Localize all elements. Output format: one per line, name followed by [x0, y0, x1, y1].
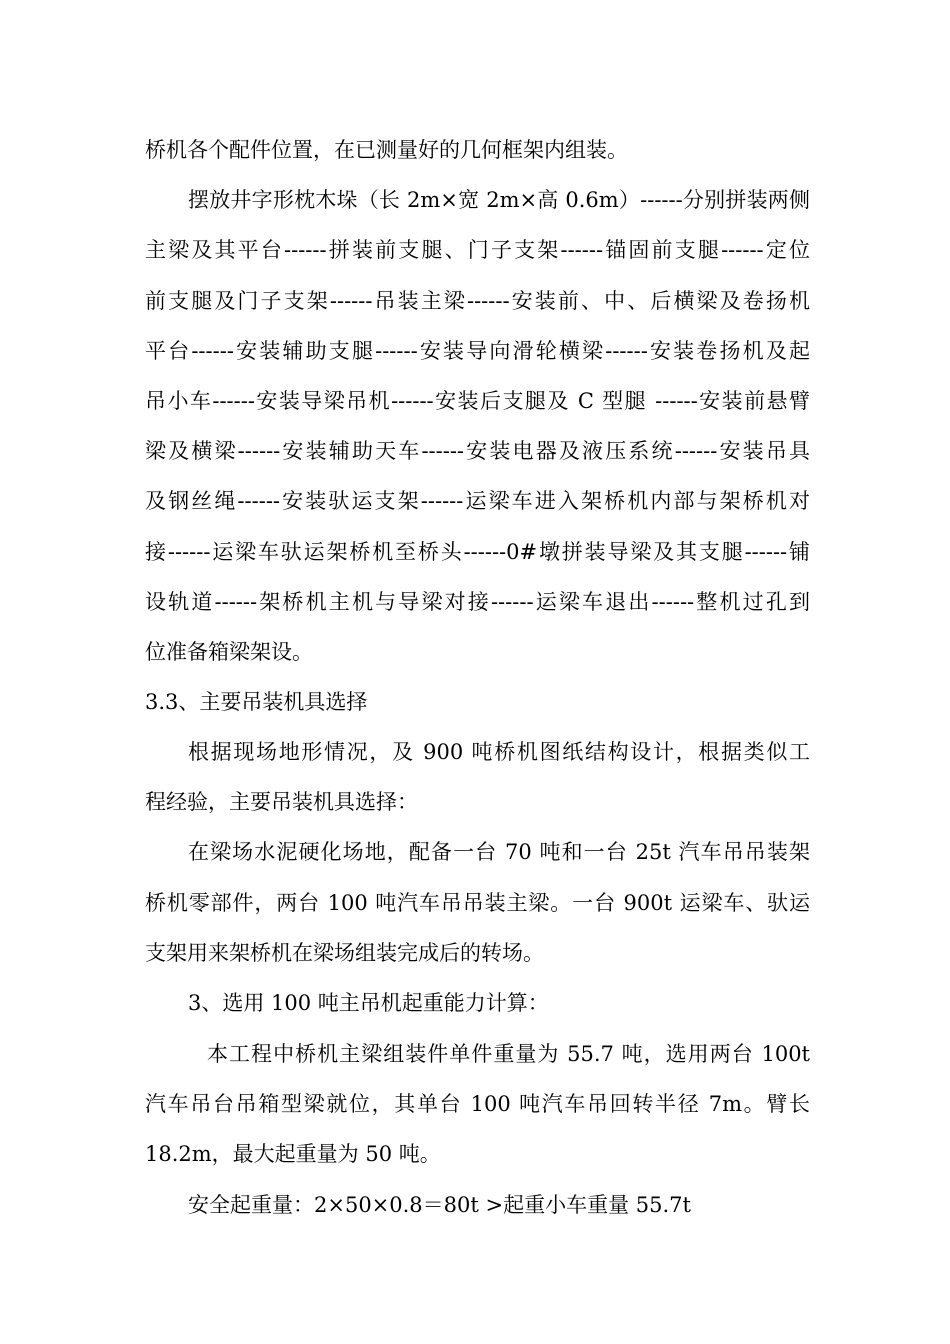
text-line: 前支腿及门子支架------吊装主梁------安装前、中、后横梁及卷扬机: [145, 289, 810, 313]
text-line: 程经验，主要吊装机具选择：: [145, 790, 418, 814]
text-line: 汽车吊台吊箱型梁就位，其单台 100 吨汽车吊回转半径 7m。臂长: [145, 1092, 810, 1116]
text-line: 18.2m，最大起重量为 50 吨。: [145, 1142, 441, 1166]
text-line: 接------运梁车驮运架桥机至桥头------0#墩拼装导梁及其支腿------铺: [145, 540, 810, 564]
text-line: 梁及横梁------安装辅助天车------安装电器及液压系统------安装吊具: [145, 439, 810, 463]
section-heading: 3.3、主要吊装机具选择: [145, 690, 368, 714]
text-line: 主梁及其平台------拼装前支腿、门子支架------锚固前支腿------定位: [145, 238, 810, 262]
text-line: 支架用来架桥机在梁场组装完成后的转场。: [145, 941, 544, 965]
subsection-heading: 3、选用 100 吨主吊机起重能力计算：: [188, 991, 549, 1015]
text-line: 摆放井字形枕木垛（长 2m×宽 2m×高 0.6m）------分别拼装两侧: [188, 188, 810, 212]
text-line: 安全起重量：2×50×0.8＝80t >起重小车重量 55.7t: [188, 1193, 691, 1217]
text-line: 设轨道------架桥机主机与导梁对接------运梁车退出------整机过孔到: [145, 590, 810, 614]
text-line: 根据现场地形情况，及 900 吨桥机图纸结构设计，根据类似工: [188, 740, 810, 764]
text-line: 本工程中桥机主梁组装件单件重量为 55.7 吨，选用两台 100t: [207, 1042, 810, 1066]
text-line: 吊小车------安装导梁吊机------安装后支腿及 C 型腿 ------安装前悬臂: [145, 389, 810, 413]
text-line: 平台------安装辅助支腿------安装导向滑轮横梁------安装卷扬机及起: [145, 339, 810, 363]
text-line: 及钢丝绳------安装驮运支架------运梁车进入架桥机内部与架桥机对: [145, 489, 810, 513]
text-line: 在梁场水泥硬化场地，配备一台 70 吨和一台 25t 汽车吊吊装架: [188, 840, 810, 864]
text-line: 位准备箱梁架设。: [145, 640, 313, 664]
text-line: 桥机零部件，两台 100 吨汽车吊吊装主梁。一台 900t 运梁车、驮运: [145, 891, 810, 915]
text-line: 桥机各个配件位置，在已测量好的几何框架内组装。: [145, 138, 628, 162]
